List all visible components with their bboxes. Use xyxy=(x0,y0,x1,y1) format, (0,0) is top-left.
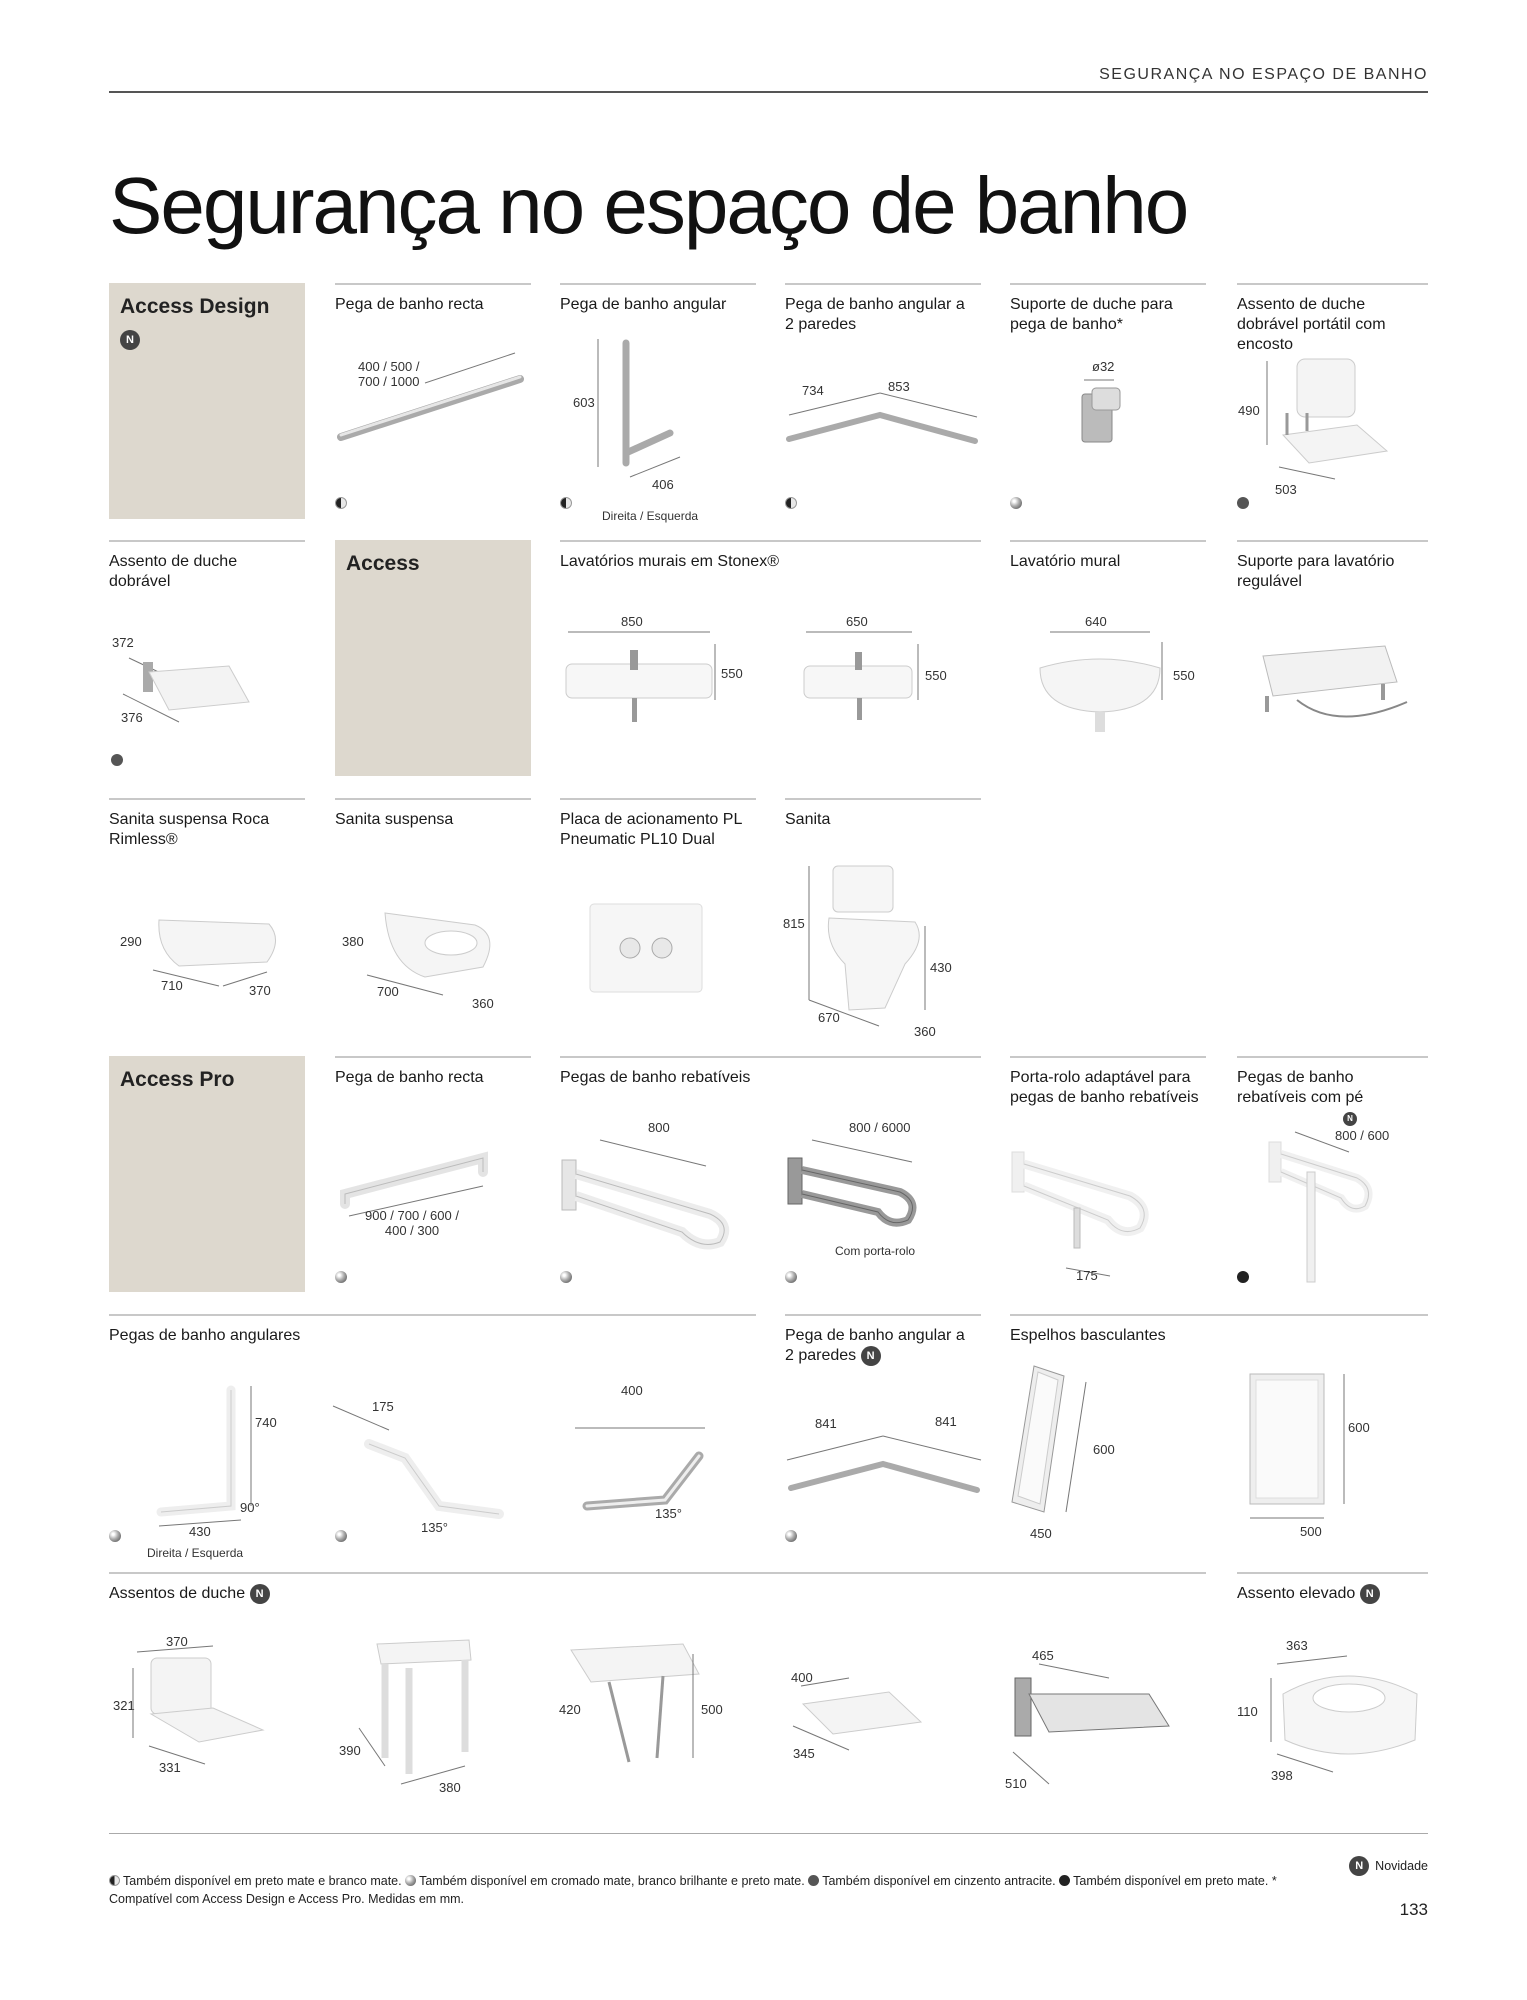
two-wall-grab-illustration xyxy=(785,395,981,475)
two-wall-grab-illustration xyxy=(785,1434,981,1514)
new-badge: N xyxy=(120,330,140,350)
page-title: Segurança no espaço de banho xyxy=(109,161,1188,250)
dimension-label: 345 xyxy=(793,1746,815,1761)
finish-swatch xyxy=(1237,497,1249,509)
product-tilting-mirrors xyxy=(1010,1314,1428,1554)
dimension-label: 800 / 600 xyxy=(1335,1128,1390,1143)
finish-swatch xyxy=(335,497,347,509)
finish-swatch xyxy=(111,754,123,766)
product-title: Espelhos basculantes xyxy=(1010,1327,1166,1344)
wc-illustration xyxy=(139,910,299,990)
dimension-label: 363 xyxy=(1286,1638,1308,1653)
product-angular-grab-two-walls xyxy=(785,1314,981,1554)
product-title: Assentos de duche N xyxy=(109,1584,1202,1604)
product-title: Assento de duche dobrável xyxy=(109,553,238,590)
grab-bar-illustration xyxy=(335,375,531,495)
product-stonex-wall-basins xyxy=(560,540,981,776)
dimension-label: 175 xyxy=(372,1399,394,1414)
family-panel-access-pro xyxy=(109,1056,305,1292)
family-title: Access xyxy=(346,552,420,575)
product-raised-seat xyxy=(1237,1572,1428,1812)
product-title: Assento elevado N xyxy=(1237,1584,1424,1604)
product-floor-wc xyxy=(785,798,981,1038)
product-title: Pega de banho recta xyxy=(335,296,484,313)
dimension-label: 600 xyxy=(1093,1442,1115,1457)
dimension-label: 90° xyxy=(240,1500,260,1515)
product-title: Pegas de banho rebatíveis com pé xyxy=(1237,1069,1364,1106)
product-shower-support xyxy=(1010,283,1206,519)
dimension-label: 430 xyxy=(189,1524,211,1539)
dimension-label: 815 xyxy=(783,916,805,931)
variant-note: Com porta-rolo xyxy=(835,1244,916,1258)
dimension-label: 650 xyxy=(846,614,868,629)
folding-seat-illustration xyxy=(109,632,305,742)
product-title: Pegas de banho rebatíveis xyxy=(560,1069,751,1086)
product-title: Lavatório mural xyxy=(1010,553,1121,570)
product-flush-plate xyxy=(560,798,756,1038)
family-title: Access Design xyxy=(120,295,270,318)
dimension-label: 850 xyxy=(621,614,643,629)
product-title: Sanita suspensa xyxy=(335,811,454,828)
black-swatch-icon xyxy=(1059,1875,1070,1886)
dimension-label: 640 xyxy=(1085,614,1107,629)
finish-swatch xyxy=(1010,497,1022,509)
flush-plate-illustration xyxy=(588,900,718,1000)
dimension-label: 734 xyxy=(802,383,824,398)
page-number: 133 xyxy=(1399,1900,1428,1919)
section-label: SEGURANÇA NO ESPAÇO DE BANHO xyxy=(1099,66,1428,83)
dimension-label: 510 xyxy=(1005,1776,1027,1791)
product-title: Pega de banho angular a 2 paredes N xyxy=(785,1327,965,1365)
dimension-label: 380 xyxy=(342,934,364,949)
dimension-label: 670 xyxy=(818,1010,840,1025)
product-pro-grab-bar-straight xyxy=(335,1056,531,1292)
dimension-label: 370 xyxy=(249,983,271,998)
dimension-label: 376 xyxy=(121,710,143,725)
dimension-label: 430 xyxy=(930,960,952,975)
product-title: Pegas de banho angulares xyxy=(109,1327,301,1344)
dimension-label: 135° xyxy=(655,1506,682,1521)
finish-swatch xyxy=(109,1530,121,1542)
portable-seat-illustration xyxy=(1237,355,1428,485)
dimension-label: 400 / 500 / 700 / 1000 xyxy=(358,359,420,389)
legend-label: Novidade xyxy=(1375,1859,1428,1873)
dimension-label: 550 xyxy=(925,668,947,683)
dimension-label: 500 xyxy=(1300,1524,1322,1539)
product-grab-bar-two-walls xyxy=(785,283,981,519)
dimension-label: 398 xyxy=(1271,1768,1293,1783)
dimension-label: 740 xyxy=(255,1415,277,1430)
dimension-label: 853 xyxy=(888,379,910,394)
orientation-note: Direita / Esquerda xyxy=(602,509,699,523)
product-wall-basin xyxy=(1010,540,1206,776)
product-folding-shower-seat xyxy=(109,540,305,776)
dimension-label: 400 xyxy=(621,1383,643,1398)
dimension-label: 380 xyxy=(439,1780,461,1795)
folding-grab-leg-illustration xyxy=(1267,1128,1417,1288)
dimension-label: 400 xyxy=(791,1670,813,1685)
finish-swatch xyxy=(335,1271,347,1283)
dimension-label: 503 xyxy=(1275,482,1297,497)
dimension-label: 321 xyxy=(113,1698,135,1713)
new-badge: N xyxy=(250,1584,270,1604)
finish-swatch xyxy=(560,1271,572,1283)
dimension-label: 372 xyxy=(112,635,134,650)
basins-illustration xyxy=(560,630,981,750)
dimension-label: 600 xyxy=(1348,1420,1370,1435)
product-title: Placa de acionamento PL Pneumatic PL10 Dual xyxy=(560,811,742,848)
product-title: Assento de duche dobrável portátil com encosto xyxy=(1237,296,1386,353)
product-wall-hung-wc xyxy=(335,798,531,1038)
dimension-label: 900 / 700 / 600 / 400 / 300 xyxy=(365,1208,459,1238)
half-swatch-icon xyxy=(109,1875,120,1886)
dimension-label: 603 xyxy=(573,395,595,410)
family-panel-access-design xyxy=(109,283,305,519)
new-badge: N xyxy=(861,1346,881,1366)
product-grab-bar-angular xyxy=(560,283,756,523)
product-title: Suporte de duche para pega de banho* xyxy=(1010,296,1173,333)
product-angular-grab-bars xyxy=(109,1314,756,1560)
product-folding-grab-bars xyxy=(560,1056,981,1292)
product-title: Porta-rolo adaptável para pegas de banho rebatíveis xyxy=(1010,1069,1199,1106)
product-title: Suporte para lavatório regulável xyxy=(1237,553,1395,590)
product-title: Sanita xyxy=(785,811,831,828)
family-title: Access Pro xyxy=(120,1068,235,1091)
folding-grab-illustration xyxy=(560,1132,981,1262)
angular-grab-illustration xyxy=(560,335,756,485)
angular-grabs-illustration xyxy=(109,1346,756,1536)
product-title: Pega de banho recta xyxy=(335,1069,484,1086)
dimension-label: 490 xyxy=(1238,403,1260,418)
dimension-label: 360 xyxy=(914,1024,936,1039)
dimension-label: 800 / 6000 xyxy=(849,1120,911,1135)
wc-illustration xyxy=(355,905,525,1005)
basin-support-illustration xyxy=(1257,642,1417,742)
dimension-label: 500 xyxy=(701,1702,723,1717)
dimension-label: 420 xyxy=(559,1702,581,1717)
family-panel-access xyxy=(335,540,531,776)
dimension-label: 550 xyxy=(721,666,743,681)
dimension-label: 110 xyxy=(1237,1704,1258,1719)
finish-swatch xyxy=(785,497,797,509)
product-adjustable-basin-support xyxy=(1237,540,1428,776)
finish-swatch xyxy=(785,1271,797,1283)
dimension-label: 406 xyxy=(652,477,674,492)
finish-footnote: Também disponível em preto mate e branco mate. Também disponível em cromado mate, branco brilhante e preto mate. Também disponível em cinzento antracite. Também disponível em preto mate. * Compatível com Access Design e Access Pro. Medidas em mm. xyxy=(109,1874,1277,1906)
orientation-note: Direita / Esquerda xyxy=(147,1546,244,1560)
mirrors-illustration xyxy=(1010,1362,1428,1522)
product-grab-bar-straight xyxy=(335,283,531,519)
dimension-label: 290 xyxy=(120,934,142,949)
dimension-label: 550 xyxy=(1173,668,1195,683)
product-title: Pega de banho angular a 2 paredes xyxy=(785,296,965,333)
dimension-label: 175 xyxy=(1076,1268,1098,1283)
product-shower-seats xyxy=(109,1572,1206,1812)
finish-swatch xyxy=(785,1530,797,1542)
product-roll-holder xyxy=(1010,1056,1206,1292)
raised-seat-illustration xyxy=(1257,1654,1427,1784)
dimension-label: 700 xyxy=(377,984,399,999)
new-badge: N xyxy=(1343,1112,1357,1126)
dimension-label: 710 xyxy=(161,978,183,993)
dimension-label: 800 xyxy=(648,1120,670,1135)
roll-holder-illustration xyxy=(1010,1146,1206,1276)
new-badge: N xyxy=(1360,1584,1380,1604)
finish-swatch xyxy=(1237,1271,1249,1283)
shower-seats-illustration xyxy=(109,1634,1206,1804)
dimension-label: 841 xyxy=(815,1416,837,1431)
dimension-label: ø32 xyxy=(1092,359,1115,374)
new-legend xyxy=(1349,1856,1428,1876)
dimension-label: 465 xyxy=(1032,1648,1054,1663)
product-title: Lavatórios murais em Stonex® xyxy=(560,553,779,570)
grey-swatch-icon xyxy=(808,1875,819,1886)
dimension-label: 370 xyxy=(166,1634,188,1649)
dimension-label: 390 xyxy=(339,1743,361,1758)
dimension-label: 360 xyxy=(472,996,494,1011)
new-badge: N xyxy=(1349,1856,1369,1876)
product-rimless-wall-wc xyxy=(109,798,305,1038)
product-title: Sanita suspensa Roca Rimless® xyxy=(109,811,270,848)
product-title: Pega de banho angular xyxy=(560,296,727,313)
product-folding-grab-with-leg xyxy=(1237,1056,1428,1292)
shower-support-illustration xyxy=(1070,380,1150,460)
dimension-label: 841 xyxy=(935,1414,957,1429)
dimension-label: 135° xyxy=(421,1520,448,1535)
finish-swatch xyxy=(335,1530,347,1542)
dimension-label: 450 xyxy=(1030,1526,1052,1541)
chrome-swatch-icon xyxy=(405,1875,416,1886)
product-portable-shower-seat xyxy=(1237,283,1428,519)
dimension-label: 331 xyxy=(159,1760,181,1775)
floor-wc-illustration xyxy=(805,860,955,1030)
header-divider xyxy=(109,91,1428,93)
footer-divider xyxy=(109,1833,1428,1834)
finish-swatch xyxy=(560,497,572,509)
wall-basin-illustration xyxy=(1010,630,1206,750)
